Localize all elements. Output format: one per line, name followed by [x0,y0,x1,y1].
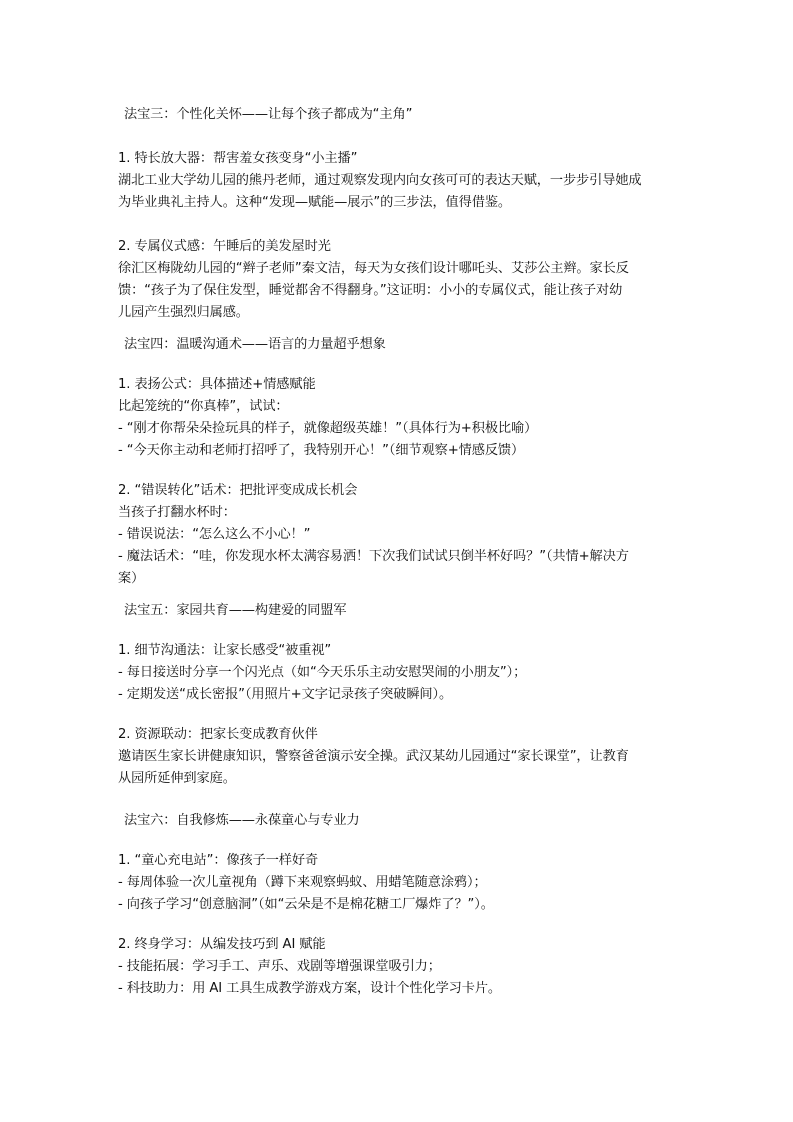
item-title: 1. “童心充电站”：像孩子一样好奇 [118,853,319,868]
paragraph-line: 徐汇区梅陇幼儿园的“辫子老师”秦文洁，每天为女孩们设计哪吒头、艾莎公主辫。家长反 [118,261,629,276]
section-heading: 法宝三：个性化关怀——让每个孩子都成为“主角” [124,107,413,122]
paragraph-line: 为毕业典礼主持人。这种“发现—赋能—展示”的三步法，值得借鉴。 [118,195,511,210]
section-heading: 法宝四：温暖沟通术——语言的力量超乎想象 [124,337,386,352]
item-title: 1. 表扬公式：具体描述+情感赋能 [118,377,316,392]
list-item: - 技能拓展：学习手工、声乐、戏剧等增强课堂吸引力； [118,959,441,974]
paragraph-line: 从园所延伸到家庭。 [118,771,236,786]
item-title: 2. 专属仪式感：午睡后的美发屋时光 [118,239,331,254]
paragraph-line: 馈：“孩子为了保住发型，睡觉都舍不得翻身。”这证明：小小的专属仪式，能让孩子对幼 [118,283,623,298]
paragraph-line: 儿园产生强烈归属感。 [118,305,249,320]
list-item: - 定期发送“成长密报”（用照片+文字记录孩子突破瞬间）。 [118,687,453,702]
item-title: 2. “错误转化”话术：把批评变成成长机会 [118,483,358,498]
list-item: - 错误说法：“怎么这么不小心！” [118,527,311,542]
paragraph-line: 湖北工业大学幼儿园的熊丹老师，通过观察发现内向女孩可可的表达天赋，一步步引导她成 [118,173,642,188]
section-heading: 法宝五：家园共育——构建爱的同盟军 [124,603,347,618]
item-title: 2. 资源联动：把家长变成教育伙伴 [118,727,318,742]
list-item: - 魔法话术：“哇，你发现水杯太满容易洒！下次我们试试只倒半杯好吗？”（共情+解决方 [118,549,629,564]
list-item: - 向孩子学习“创意脑洞”（如“云朵是不是棉花糖工厂爆炸了？”）。 [118,897,494,912]
list-item: - “今天你主动和老师打招呼了，我特别开心！”（细节观察+情感反馈） [118,443,525,458]
paragraph-line: 案） [118,571,145,586]
paragraph-line: 当孩子打翻水杯时： [118,505,236,520]
list-item: - 科技助力：用 AI 工具生成教学游戏方案，设计个性化学习卡片。 [118,981,502,996]
section-heading: 法宝六：自我修炼——永葆童心与专业力 [124,813,360,828]
list-item: - 每周体验一次儿童视角（蹲下来观察蚂蚁、用蜡笔随意涂鸦）； [118,875,487,890]
item-title: 2. 终身学习：从编发技巧到 AI 赋能 [118,937,326,952]
paragraph-line: 邀请医生家长讲健康知识，警察爸爸演示安全操。武汉某幼儿园通过“家长课堂”，让教育 [118,749,629,764]
list-item: - 每日接送时分享一个闪光点（如“今天乐乐主动安慰哭闹的小朋友”）； [118,665,527,680]
paragraph-line: 比起笼统的“你真棒”，试试： [118,399,289,414]
item-title: 1. 细节沟通法：让家长感受“被重视” [118,643,332,658]
list-item: - “刚才你帮朵朵捡玩具的样子，就像超级英雄！”（具体行为+积极比喻） [118,421,538,436]
item-title: 1. 特长放大器：帮害羞女孩变身“小主播” [118,151,358,166]
